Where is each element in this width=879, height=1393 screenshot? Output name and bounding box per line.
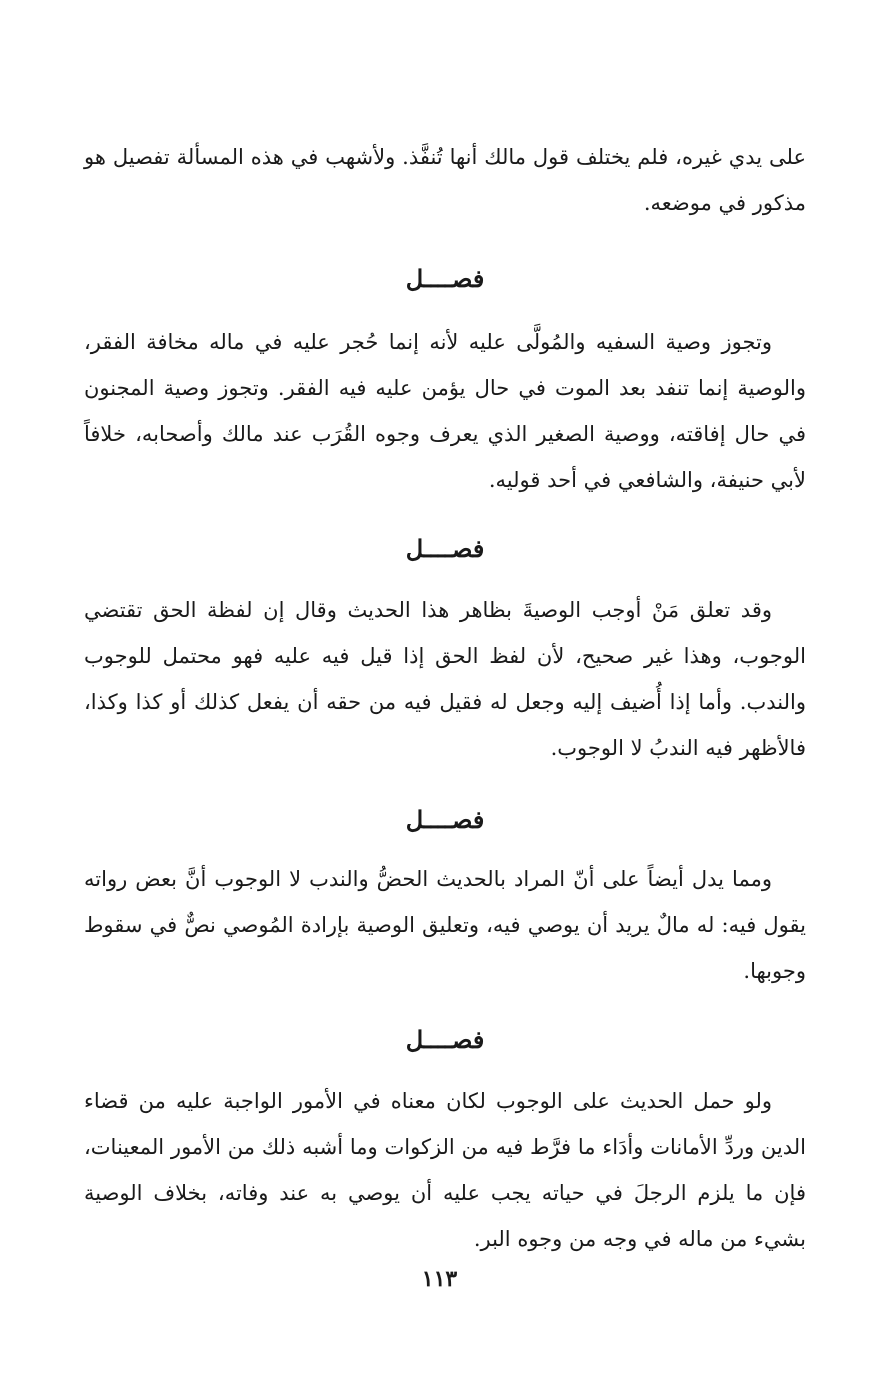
page-number: ١١٣	[421, 1266, 458, 1292]
section-heading-2: فصــــل	[405, 534, 485, 563]
section-heading-3: فصــــل	[405, 805, 485, 834]
paragraph-section-2: وقد تعلق مَنْ أوجب الوصيةَ بظاهر هذا الحديث وقال إن لفظة الحق تقتضي الوجوب، وهذا غير صحيح، لأن لفظ الحق إذا قيل فيه عليه فهو محتمل للوجوب والندب. وأما إذا أُضيف إليه وجعل له فقيل فيه من حقه أن يفعل كذلك أو كذا وكذا، فالأظهر فيه الندبُ لا الوجوب.	[84, 598, 806, 760]
paragraph-section-3: ومما يدل أيضاً على أنّ المراد بالحديث الحضُّ والندب لا الوجوب أنَّ بعض رواته يقول فيه: له مالٌ يريد أن يوصي فيه، وتعليق الوصية بإرادة المُوصي نصٌّ في سقوط وجوبها.	[84, 867, 806, 983]
section-heading-4: فصــــل	[405, 1025, 485, 1054]
paragraph-continuation: على يدي غيره، فلم يختلف قول مالك أنها تُنفَّذ. ولأشهب في هذه المسألة تفصيل هو مذكور في موضعه.	[84, 145, 806, 215]
paragraph-section-1: وتجوز وصية السفيه والمُولَّى عليه لأنه إنما حُجر عليه في ماله مخافة الفقر، والوصية إنما تنفد بعد الموت في حال يؤمن عليه فيه الفقر. وتجوز وصية المجنون في حال إفاقته، ووصية الصغير الذي يعرف وجوه القُرَب عند مالك وأصحابه، خلافاً لأبي حنيفة، والشافعي في أحد قوليه.	[84, 330, 806, 492]
section-heading-1: فصــــل	[405, 264, 485, 293]
paragraph-section-4: ولو حمل الحديث على الوجوب لكان معناه في الأمور الواجبة عليه من قضاء الدين وردِّ الأمانات وأدَاء ما فرَّط فيه من الزكوات وما أشبه ذلك من الأمور المعينات، فإن ما يلزم الرجلَ في حياته يجب عليه أن يوصي به عند وفاته، بخلاف الوصية بشيء من ماله في وجه من وجوه البر.	[84, 1089, 806, 1251]
